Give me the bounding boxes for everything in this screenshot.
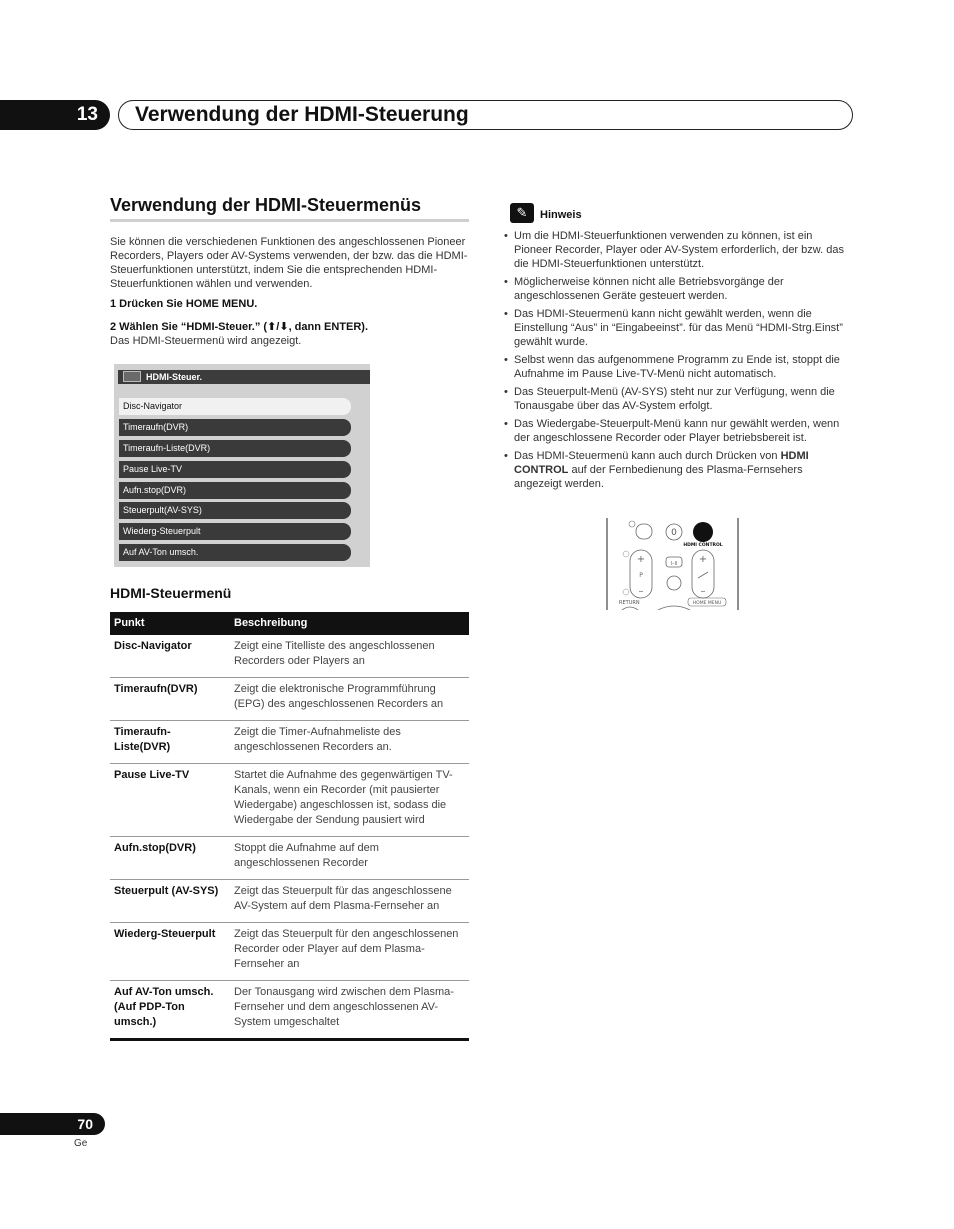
chapter-title-box: [118, 100, 853, 130]
note-item: [504, 449, 852, 491]
page-number: 70: [77, 1116, 93, 1132]
table-row: [110, 635, 469, 678]
page-number-tab: [0, 1113, 105, 1135]
input-mode-label: I–II: [670, 561, 678, 567]
note-text: Das HDMI-Steuermenü kann auch durch Drücken von: [514, 450, 781, 462]
svg-text:+: +: [698, 554, 708, 565]
row-beschreibung: Der Tonausgang wird zwischen dem Plasma-Fernseher und dem angeschlossenen AV-System umgeschaltet: [230, 981, 469, 1040]
table-row: [110, 837, 469, 880]
hdmi-control-label: HDMI CONTROL: [683, 543, 723, 548]
step-2-note: Das HDMI-Steuermenü wird angezeigt.: [110, 335, 302, 347]
home-menu-label: HOME MENU: [692, 601, 722, 606]
navigation-ring-arc[interactable]: [658, 606, 690, 610]
hdmi-control-osd-screen: [114, 364, 370, 567]
small-left-button[interactable]: [623, 551, 629, 557]
row-punkt: Wiederg-Steuerpult: [110, 923, 230, 981]
hinweis-notes: [504, 229, 852, 495]
table-title: HDMI-Steuermenü: [110, 585, 232, 601]
remote-control-illustration: [606, 518, 739, 610]
row-beschreibung: Stoppt die Aufnahme auf dem angeschlossenen Recorder: [230, 837, 469, 880]
hdmi-menu-table: [110, 612, 469, 1041]
section-title: Verwendung der HDMI-Steuermenüs: [110, 195, 469, 222]
row-punkt: Aufn.stop(DVR): [110, 837, 230, 880]
table-row: [110, 923, 469, 981]
table-row: [110, 880, 469, 923]
note-item: • Das Steuerpult-Menü (AV-SYS) steht nur zur Verfügung, wenn die Tonausgabe über das AV-System erfolgt.: [504, 385, 852, 413]
return-label: RETURN: [619, 600, 640, 606]
return-button-arc[interactable]: [622, 607, 638, 610]
step-1: 1 Drücken Sie HOME MENU.: [110, 298, 258, 310]
row-beschreibung: Zeigt die Timer-Aufnahmeliste des angeschlossenen Recorders an.: [230, 721, 469, 764]
note-item: • Das Wiedergabe-Steuerpult-Menü kann nur gewählt werden, wenn der angeschlossene Recorder oder Player betriebsbereit ist.: [504, 417, 852, 445]
osd-item-auf-av-ton[interactable]: Auf AV-Ton umsch.: [119, 544, 351, 561]
row-beschreibung: Zeigt die elektronische Programmführung (EPG) des angeschlossenen Recorders an: [230, 678, 469, 721]
hdmi-control-key-name: HDMI CONTROL: [514, 450, 809, 476]
table-row: [110, 678, 469, 721]
note-pencil-icon: ✎: [510, 203, 534, 223]
svg-text:–: –: [700, 586, 706, 597]
input-button[interactable]: [636, 524, 652, 539]
row-beschreibung: Zeigt das Steuerpult für den angeschlossenen Recorder oder Player auf dem Plasma-Fernseher an: [230, 923, 469, 981]
note-item: • Möglicherweise können nicht alle Betriebsvorgänge der angeschlossenen Geräte gesteuert werden.: [504, 275, 852, 303]
osd-header: [118, 370, 370, 384]
row-punkt: Auf AV-Ton umsch. (Auf PDP-Ton umsch.): [110, 981, 230, 1040]
mute-button[interactable]: [667, 576, 681, 590]
row-punkt: Disc-Navigator: [110, 635, 230, 678]
row-beschreibung: Startet die Aufnahme des gegenwärtigen TV-Kanals, wenn ein Recorder (mit pausierter Wiedergabe) angeschlossen ist, sodass die Wiedergabe der Sendung pausiert wird: [230, 764, 469, 837]
table-row: [110, 721, 469, 764]
svg-text:–: –: [638, 586, 644, 597]
osd-item-wiederg-steuerpult[interactable]: Wiederg-Steuerpult: [119, 523, 351, 540]
osd-title: HDMI-Steuer.: [146, 372, 203, 382]
row-beschreibung: Zeigt eine Titelliste des angeschlossenen Recorders oder Players an: [230, 635, 469, 678]
intro-paragraph: Sie können die verschiedenen Funktionen des angeschlossenen Pioneer Recorders, Players oder AV-Systems verwenden, der bzw. das die HDMI-Steuerfunktionen unterstützt, indem Sie die entsprechenden HDMI-Steuerfunktionen wählen und verwenden.: [110, 236, 468, 290]
row-punkt: Steuerpult (AV-SYS): [110, 880, 230, 923]
step-2: 2 Wählen Sie “HDMI-Steuer.” (⬆/⬇, dann ENTER).: [110, 321, 369, 333]
power-icon: [629, 521, 635, 527]
svg-text:0: 0: [671, 528, 677, 538]
tv-menu-icon: [123, 371, 141, 382]
hdmi-control-button[interactable]: [693, 522, 713, 542]
note-item: • Um die HDMI-Steuerfunktionen verwenden zu können, ist ein Pioneer Recorder, Player oder AV-System erforderlich, der bzw. das die HDMI-Steuerfunktionen unterstützt.: [504, 229, 852, 271]
header-punkt: Punkt: [110, 612, 230, 635]
osd-item-disc-navigator[interactable]: Disc-Navigator: [119, 398, 351, 415]
osd-item-steuerpult-av-sys[interactable]: Steuerpult(AV-SYS): [119, 502, 351, 519]
note-text: auf der Fernbedienung des Plasma-Fernsehers angezeigt werden.: [514, 464, 803, 490]
row-punkt: Pause Live-TV: [110, 764, 230, 837]
language-code: Ge: [74, 1138, 88, 1149]
osd-item-aufn-stop[interactable]: Aufn.stop(DVR): [119, 482, 351, 499]
header-beschreibung: Beschreibung: [230, 612, 469, 635]
svg-text:+: +: [636, 554, 646, 565]
chapter-title: Verwendung der HDMI-Steuerung: [135, 103, 469, 126]
note-item: • Das HDMI-Steuermenü kann nicht gewählt werden, wenn die Einstellung “Aus” in “Eingabeeinst”. für das Menü “HDMI-Strg.Einst” gewählt wurde.: [504, 307, 852, 349]
row-punkt: Timeraufn-Liste(DVR): [110, 721, 230, 764]
row-punkt: Timeraufn(DVR): [110, 678, 230, 721]
chapter-number-tab: [0, 100, 110, 130]
table-header-row: [110, 612, 469, 635]
table-row: [110, 981, 469, 1040]
chapter-number: 13: [76, 104, 98, 125]
small-left-button[interactable]: [623, 589, 629, 595]
note-item: • Selbst wenn das aufgenommene Programm zu Ende ist, stoppt die Aufnahme im Pause Live-TV-Menü nicht automatisch.: [504, 353, 852, 381]
p-label: P: [639, 572, 643, 579]
osd-item-timeraufn[interactable]: Timeraufn(DVR): [119, 419, 351, 436]
hinweis-label: Hinweis: [540, 209, 582, 221]
osd-item-pause-live-tv[interactable]: Pause Live-TV: [119, 461, 351, 478]
osd-item-timeraufn-liste[interactable]: Timeraufn-Liste(DVR): [119, 440, 351, 457]
row-beschreibung: Zeigt das Steuerpult für das angeschlossene AV-System auf dem Plasma-Fernseher an: [230, 880, 469, 923]
table-row: [110, 764, 469, 837]
